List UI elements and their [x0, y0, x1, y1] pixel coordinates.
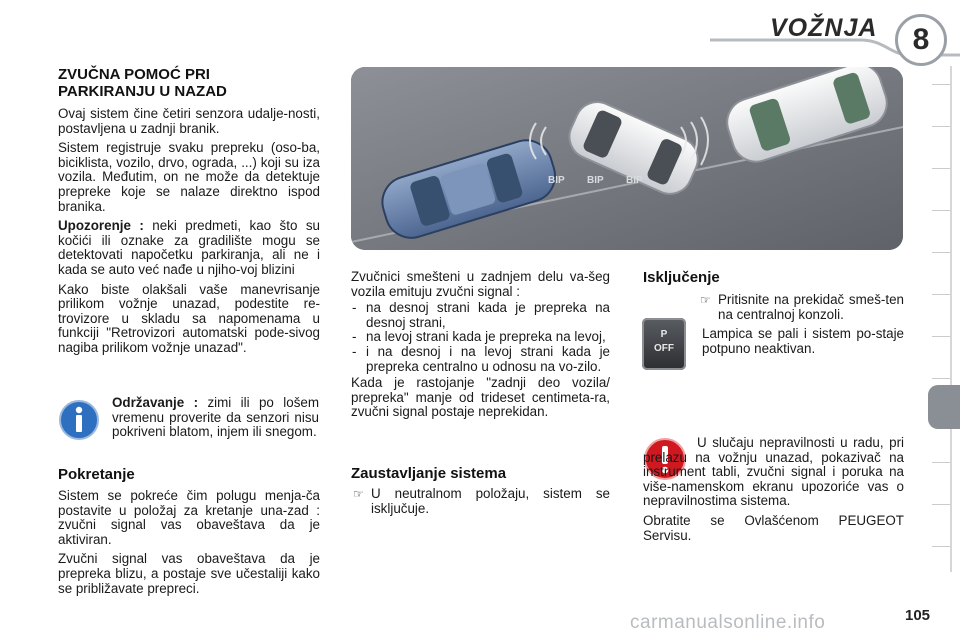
speaker-intro: Zvučnici smešteni u zadnjem delu va-šeg vozila emituju zvučni signal : [351, 269, 610, 299]
hand-pointer-icon: ☞ [700, 293, 711, 307]
speaker-text [351, 270, 610, 425]
maintenance-note [112, 396, 319, 445]
beep-label-1: BIP [548, 175, 565, 186]
list-item: - i na desnoj i na levoj strani kada je prepreka centralno u odnosu na vo-zilo. [351, 345, 610, 374]
warning-label: Upozorenje : [58, 218, 144, 234]
off-heading: Isključenje [643, 269, 720, 286]
list-item: - na desnoj strani kada je prepreka na desnoj strani, [351, 301, 610, 330]
paragraph-warning [58, 219, 320, 277]
paragraph-sensors: Ovaj sistem čine četiri senzora udalje-nosti, postavljena u zadnji branik. [58, 106, 320, 136]
chapter-number: 8 [895, 14, 947, 66]
fault-text: U slučaju nepravilnosti u radu, pri prelazu na vožnju unazad, pokazivač na instrument tabli, zvučni signal i poruka na više-namenskom ekranu upozoriće vas o nepravilnostima sistema. [643, 435, 904, 509]
maintenance-label: Održavanje : [112, 395, 199, 410]
speaker-list [351, 301, 610, 374]
switch-label-p: P [660, 329, 668, 340]
paragraph-detection: Sistem registruje svaku prepreku (oso-ba, biciklista, vozilo, drvo, ograda, ...) koji su iza vozila. Međutim, on ne može da detektuje prepreke koje se nalaze direktno ispod branika. [58, 140, 320, 214]
watermark: carmanualsonline.info [630, 612, 826, 633]
title-line-2: PARKIRANJU U NAZAD [58, 83, 227, 100]
intro-text [58, 107, 320, 361]
parking-scene [351, 67, 903, 250]
chapter-title: VOŽNJA [770, 14, 878, 42]
paragraph-mirrors: Kako biste olakšali vaše manevrisanje prilikom vožnje unazad, podestite re-trovizore u skladu sa napomenama u funkciji "Retrovizori automatski pode-sivog nagiba prilikom vožnje unazad". [58, 281, 320, 355]
switch-label-off: OFF [654, 343, 674, 354]
maintenance-text: zimi ili po lošem vremenu proverite da senzori nisu pokriveni blatom, injem ili snegom. [112, 395, 319, 440]
start-paragraph-1: Sistem se pokreće čim polugu menja-ča postavite u položaj za kretanje una-zad : zvučni signal vas obaveštava da je aktiviran. [58, 488, 320, 547]
off-text-1: Pritisnite na prekidač smeš-ten na centralnoj konzoli. [718, 292, 904, 322]
title-line-1: ZVUČNA POMOĆ PRI [58, 66, 210, 83]
list-item: - na levoj strani kada je prepreka na levoj, [351, 330, 610, 345]
warning-text: neki predmeti, kao što su kočići ili oznake za gradilište mogu se detektovati napočetku parkiranja, ali ne i kada se auto već nađe u njiho-voj blizini [58, 218, 320, 277]
page-number: 105 [905, 607, 931, 624]
hand-pointer-icon: ☞ [353, 487, 364, 501]
park-assist-off-switch-icon [642, 318, 686, 370]
stop-text: U neutralnom položaju, sistem se isključuje. [371, 486, 610, 516]
stop-text-block [351, 487, 610, 516]
fault-text-block [643, 436, 904, 548]
stop-heading: Zaustavljanje sistema [351, 465, 507, 482]
off-text-block [698, 293, 904, 361]
chapter-tab-active[interactable] [928, 385, 960, 429]
distance-text: Kada je rastojanje "zadnji deo vozila/ prepreka" manje od trideset centimeta-ra, zvučni signal postaje neprekidan. [351, 375, 610, 420]
chapter-tabs [928, 66, 952, 572]
section-title [58, 66, 320, 100]
start-heading: Pokretanje [58, 466, 135, 483]
beep-label-3: BIP [626, 175, 643, 186]
beep-label-2: BIP [587, 175, 604, 186]
parking-illustration [351, 67, 903, 250]
start-paragraph-2: Zvučni signal vas obaveštava da je prepreka blizu, a postaje sve učestaliji kako se približavate prepreci. [58, 551, 320, 596]
contact-text: Obratite se Ovlašćenom PEUGEOT Servisu. [643, 512, 904, 543]
start-text [58, 489, 320, 601]
info-icon [58, 399, 100, 441]
off-text-2: Lampica se pali i sistem po-staje potpuno neaktivan. [702, 326, 904, 356]
